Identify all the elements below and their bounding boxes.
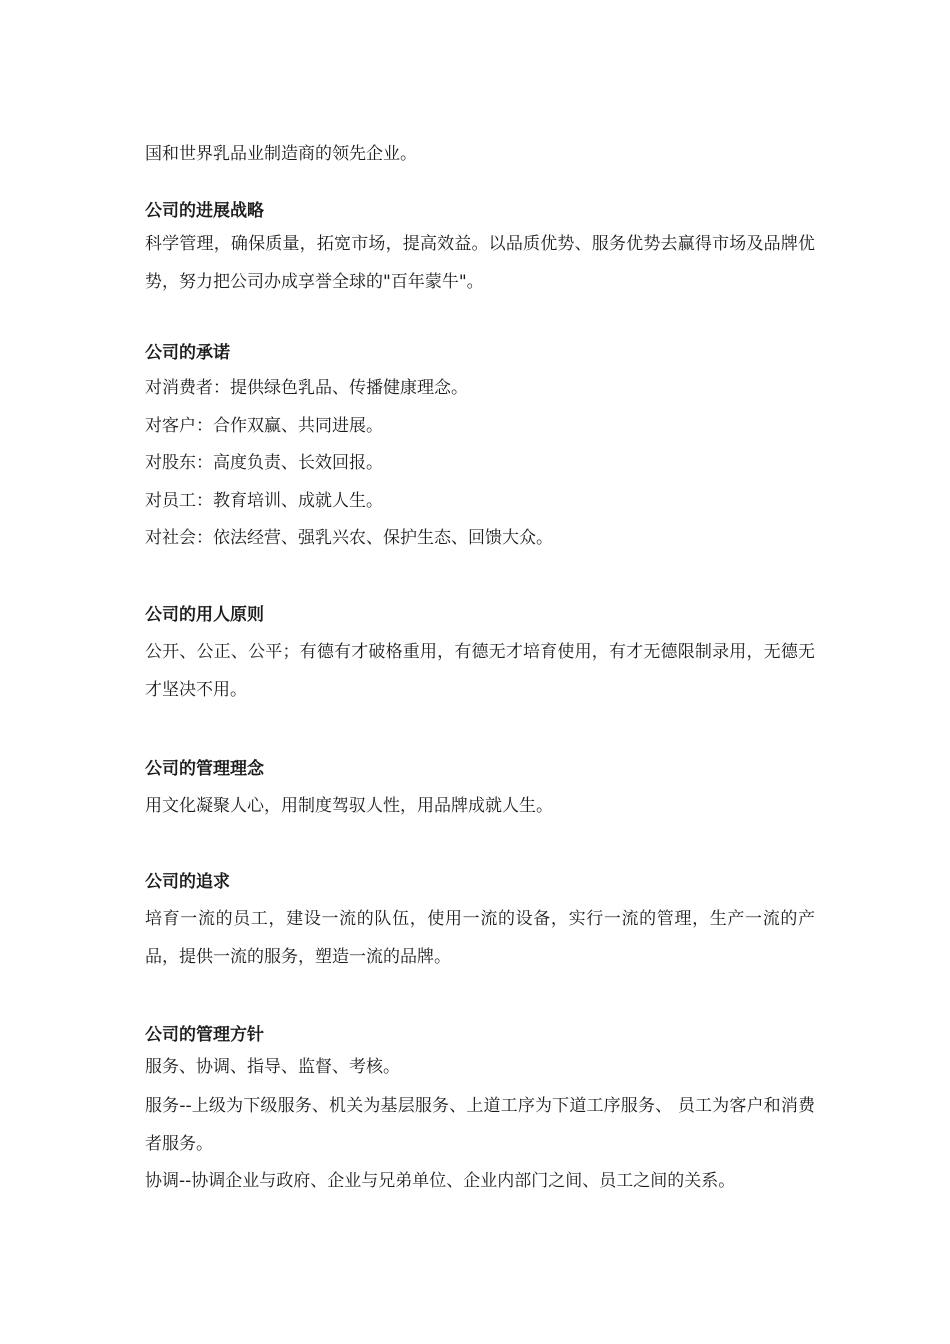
policy-line-summary: 服务、协调、指导、监督、考核。 — [145, 1057, 400, 1077]
section-pursuit — [145, 870, 815, 976]
policy-line-service: 服务--上级为下级服务、机关为基层服务、上道工序为下道工序服务、 员工为客户和消费者服务。 — [145, 1095, 815, 1154]
promise-heading: 公司的承诺 — [145, 343, 230, 363]
section-strategy — [145, 199, 815, 301]
pursuit-heading: 公司的追求 — [145, 872, 230, 892]
promise-item-customers: 对客户：合作双赢、共同进展。 — [145, 415, 383, 436]
policy-heading: 公司的管理方针 — [145, 1025, 264, 1045]
section-promise — [145, 341, 815, 558]
intro-text: 国和世界乳品业制造商的领先企业。 — [145, 144, 417, 164]
strategy-text: 科学管理，确保质量，拓宽市场，提高效益。以品质优势、服务优势去赢得市场及品牌优势，努力把公司办成享誉全球的"百年蒙牛"。 — [145, 234, 815, 292]
policy-line-coordination: 协调--协调企业与政府、企业与兄弟单位、企业内部门之间、员工之间的关系。 — [145, 1170, 736, 1191]
section-employment — [145, 603, 815, 709]
promise-item-employees: 对员工：教育培训、成就人生。 — [145, 490, 383, 511]
pursuit-text: 培育一流的员工，建设一流的队伍，使用一流的设备，实行一流的管理，生产一流的产品，提供一流的服务，塑造一流的品牌。 — [145, 909, 815, 967]
promise-item-society: 对社会：依法经营、强乳兴农、保护生态、回馈大众。 — [145, 528, 553, 548]
section-management — [145, 757, 815, 825]
management-text: 用文化凝聚人心，用制度驾驭人性，用品牌成就人生。 — [145, 796, 553, 816]
section-policy — [145, 1023, 815, 1200]
employment-text: 公开、公正、公平；有德有才破格重用，有德无才培育使用，有才无德限制录用，无德无才坚决不用。 — [145, 642, 815, 700]
promise-item-shareholders: 对股东：高度负责、长效回报。 — [145, 453, 383, 473]
promise-item-consumers: 对消费者：提供绿色乳品、传播健康理念。 — [145, 378, 468, 398]
management-heading: 公司的管理理念 — [145, 759, 264, 779]
employment-heading: 公司的用人原则 — [145, 605, 264, 625]
strategy-heading: 公司的进展战略 — [145, 201, 264, 221]
